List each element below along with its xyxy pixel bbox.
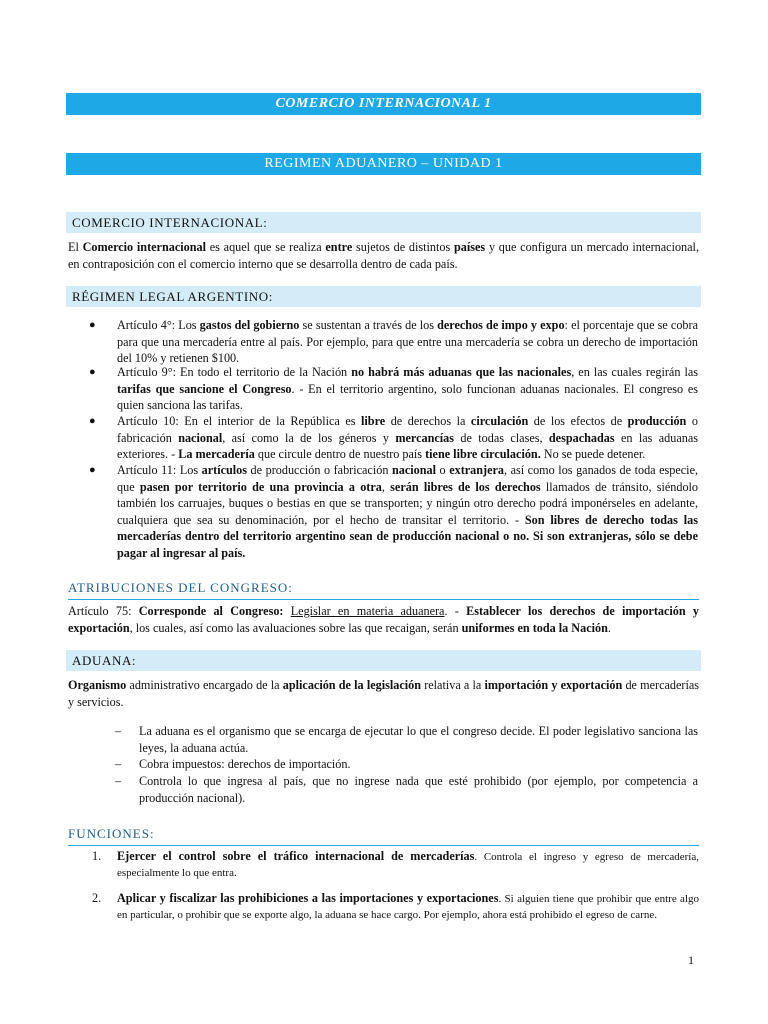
bullet-icon: ● <box>89 319 96 331</box>
list-item-art11: ● Artículo 11: Los artículos de producción o fabricación nacional o extranjera, así como los ganados de toda especie, que pasen por territorio de una provincia a otra, serán libres de los derechos llamados de tránsito, siéndolo también los carruajes, buques o bestias en que se transporten; y ningún otro derecho podrá imponérseles en adelante, cualquiera que sea su denominación, por el hecho de transitar el territorio. - Son libres de derecho todas las mercaderías dentro del territorio argentino sean de producción nacional o no. Si son extranjeras, sólo se debe pagar al ingresar al país. <box>89 463 699 560</box>
section-heading-aduana: ADUANA: <box>66 650 701 671</box>
document-title: COMERCIO INTERNACIONAL 1 <box>66 93 701 115</box>
page-number: 1 <box>688 953 694 967</box>
dash-icon: – <box>115 724 122 738</box>
section-heading-regimen: RÉGIMEN LEGAL ARGENTINO: <box>66 286 701 307</box>
list-item-art4: ● Artículo 4°: Los gastos del gobierno se sustentan a través de los derechos de impo y expo: el porcentaje que se cobra para que una mercadería entre al país. Por ejemplo, para que entre una mercadería se cobra un derecho de importación del 10% y retienen $100. <box>89 318 698 365</box>
bullet-icon: ● <box>89 415 96 427</box>
document-subtitle: REGIMEN ADUANERO – UNIDAD 1 <box>66 153 701 175</box>
list-item-aduana-1: – La aduana es el organismo que se encarga de ejecutar lo que el congreso decide. El poder legislativo sanciona las leyes, la aduana actúa. <box>115 724 698 755</box>
section-heading-funciones: FUNCIONES: <box>68 825 699 846</box>
list-item-funcion-1: 1. Ejercer el control sobre el tráfico internacional de mercaderías. Controla el ingreso y egreso de mercadería, especialmente lo que entra. <box>92 849 699 879</box>
list-item-art9: ● Artículo 9°: En todo el territorio de la Nación no habrá más aduanas que las nacionales, en las cuales regirán las tarifas que sancione el Congreso. - En el territorio argentino, solo funcionan aduanas nacionales. El congreso es quien sanciona las tarifas. <box>89 365 698 412</box>
dash-icon: – <box>115 774 122 788</box>
bullet-icon: ● <box>89 464 96 476</box>
list-item-aduana-3: – Controla lo que ingresa al país, que no ingrese nada que esté prohibido (por ejemplo, por competencia a producción nacional). <box>115 774 698 805</box>
list-item-art10: ● Artículo 10: En el interior de la República es libre de derechos la circulación de los efectos de producción o fabricación nacional, así como la de los géneros y mercancías de todas clases, despachadas en las aduanas exteriores. - La mercadería que circule dentro de nuestro país tiene libre circulación. No se puede detener. <box>89 414 698 461</box>
section-heading-comercio: COMERCIO INTERNACIONAL: <box>66 212 701 233</box>
list-item-funcion-2: 2. Aplicar y fiscalizar las prohibiciones a las importaciones y exportaciones. Si alguien tiene que prohibir que entre algo en particular, o prohibir que se exporte algo, la aduana se hace cargo. Por ejemplo, ahora está prohibido el egreso de carne. <box>92 891 699 921</box>
paragraph-aduana: Organismo administrativo encargado de la aplicación de la legislación relativa a la importación y exportación de mercaderías y servicios. <box>68 678 700 709</box>
paragraph-atribuciones: Artículo 75: Corresponde al Congreso: Legislar en materia aduanera. - Establecer los derechos de importación y exportación, los cuales, así como las avaluaciones sobre las que recaigan, serán uniformes en toda la Nación. <box>68 604 699 635</box>
list-item-aduana-2: – Cobra impuestos: derechos de importación. <box>115 757 351 771</box>
paragraph-comercio: El Comercio internacional es aquel que se realiza entre sujetos de distintos países y que configura un mercado internacional, en contraposición con el comercio interno que se desarrolla dentro de cada país. <box>68 240 699 271</box>
bullet-icon: ● <box>89 366 96 378</box>
section-heading-atribuciones: ATRIBUCIONES DEL CONGRESO: <box>68 579 699 600</box>
dash-icon: – <box>115 757 122 771</box>
